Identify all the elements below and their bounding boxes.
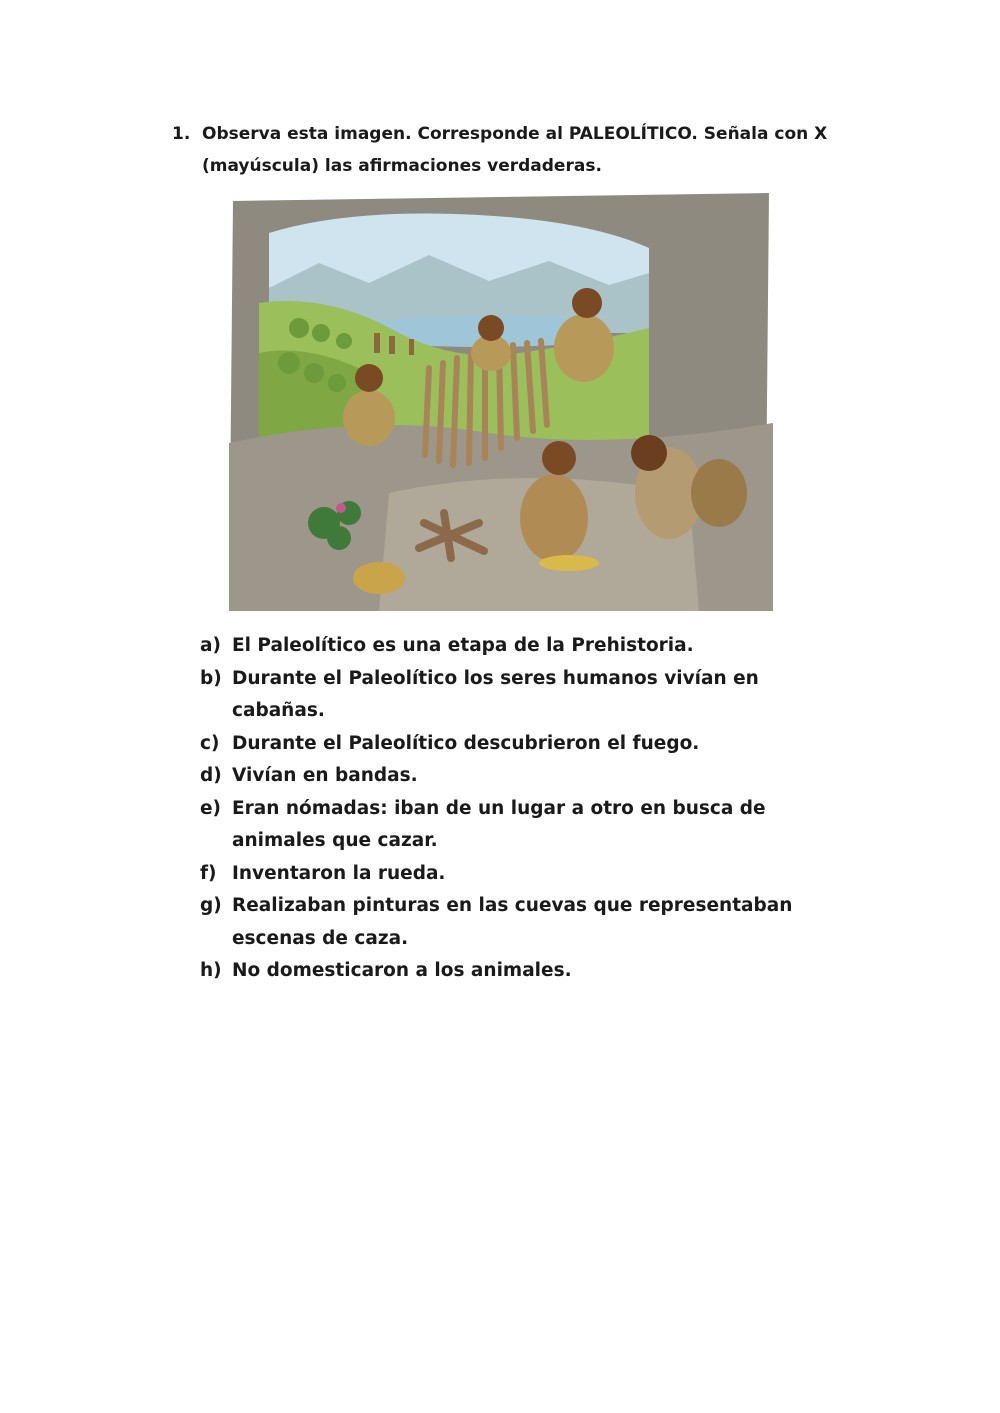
statement-letter: b) — [200, 667, 222, 689]
statement-text: Inventaron la rueda. — [232, 862, 446, 884]
statement-d[interactable] — [200, 760, 840, 793]
question-number: 1. — [172, 124, 191, 144]
cave-scene-illustration — [229, 193, 773, 611]
statement-letter: g) — [200, 895, 222, 916]
statement-letter: c) — [200, 732, 220, 754]
statement-f[interactable] — [200, 858, 840, 891]
statement-text: No domesticaron a los animales. — [232, 960, 572, 981]
question-text: Observa esta imagen. Corresponde al PALEOLÍTICO. Señala con X (mayúscula) las afirmaciones verdaderas. — [202, 124, 828, 176]
statement-letter: a) — [200, 635, 221, 656]
statement-letter: f) — [200, 862, 217, 884]
statement-letter: d) — [200, 765, 222, 786]
cave-scene-icon — [229, 193, 773, 611]
statement-text: Vivían en bandas. — [232, 765, 418, 786]
statement-g[interactable] — [200, 890, 840, 955]
statement-letter: h) — [200, 960, 222, 981]
statement-letter: e) — [200, 797, 222, 819]
statement-text: Durante el Paleolítico descubrieron el fuego. — [232, 732, 700, 754]
statement-b[interactable] — [200, 663, 840, 728]
statement-h[interactable] — [200, 955, 840, 988]
statement-c[interactable] — [200, 728, 840, 761]
statement-text: Eran nómadas: iban de un lugar a otro en busca de animales que cazar. — [232, 797, 766, 851]
statement-list — [200, 630, 840, 988]
statement-a[interactable] — [200, 630, 840, 663]
question-1 — [172, 118, 852, 182]
statement-text: Realizaban pinturas en las cuevas que representaban escenas de caza. — [232, 895, 793, 949]
statement-text: El Paleolítico es una etapa de la Prehistoria. — [232, 635, 694, 656]
statement-e[interactable] — [200, 793, 840, 858]
statement-text: Durante el Paleolítico los seres humanos vivían en cabañas. — [232, 667, 759, 721]
